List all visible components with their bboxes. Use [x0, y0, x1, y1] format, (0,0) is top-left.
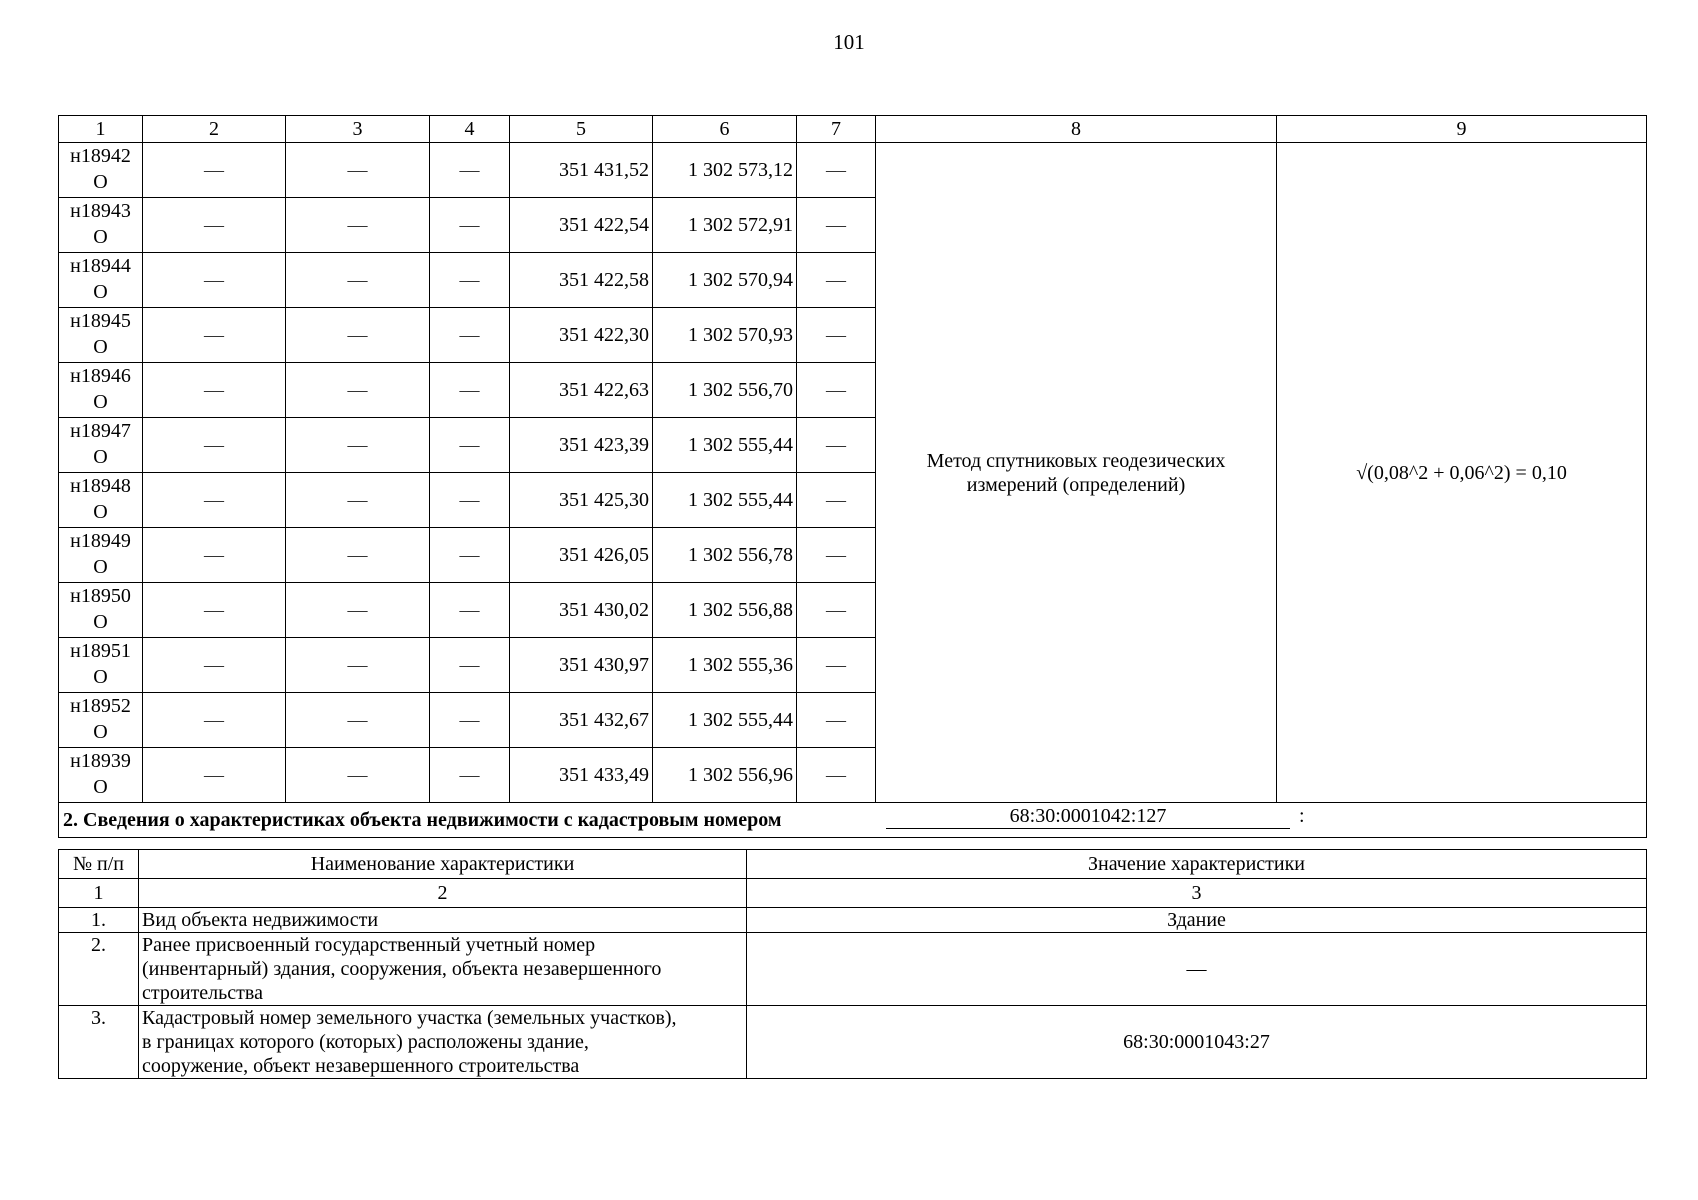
- point-number-cell: [59, 143, 143, 198]
- header-cell: 5: [510, 116, 653, 143]
- characteristic-row: [59, 908, 1647, 933]
- x-coordinate-cell: 351 432,67: [510, 693, 653, 748]
- char-index-cell: 1: [59, 879, 139, 908]
- dash-cell: —: [430, 253, 510, 308]
- header-cell: 4: [430, 116, 510, 143]
- char-header-number: № п/п: [59, 850, 139, 879]
- page-number: 101: [833, 30, 865, 54]
- point-number-line: н18945: [70, 310, 131, 332]
- dash-cell: —: [143, 528, 286, 583]
- dash-cell: —: [430, 638, 510, 693]
- dash-cell: —: [143, 418, 286, 473]
- dash-cell: —: [797, 308, 876, 363]
- characteristic-row: [59, 1006, 1647, 1079]
- y-coordinate-cell: 1 302 555,44: [653, 473, 797, 528]
- char-index-cell: 3: [747, 879, 1647, 908]
- point-number-cell: [59, 528, 143, 583]
- y-coordinate-cell: 1 302 570,93: [653, 308, 797, 363]
- dash-cell: —: [430, 198, 510, 253]
- point-number-line: н18943: [70, 200, 131, 222]
- x-coordinate-cell: 351 422,58: [510, 253, 653, 308]
- cadastral-number: 68:30:0001042:127: [886, 804, 1290, 829]
- dash-cell: —: [430, 473, 510, 528]
- method-line: измерений (определений): [966, 473, 1186, 496]
- method-cell: [876, 143, 1277, 803]
- dash-cell: —: [143, 638, 286, 693]
- point-number-line: н18942: [70, 145, 131, 167]
- point-number-line: О: [93, 336, 108, 358]
- point-number-cell: [59, 693, 143, 748]
- char-header-value: Значение характеристики: [747, 850, 1647, 879]
- name-line: в границах которого (которых) расположены здание,: [142, 1031, 589, 1053]
- dash-cell: —: [797, 528, 876, 583]
- name-line: (инвентарный) здания, сооружения, объекта незавершенного: [142, 958, 662, 980]
- accuracy-cell: √(0,08^2 + 0,06^2) = 0,10: [1277, 143, 1647, 803]
- point-number-line: О: [93, 446, 108, 468]
- x-coordinate-cell: 351 422,63: [510, 363, 653, 418]
- characteristic-name-cell: [139, 933, 747, 1006]
- row-number-cell: 3.: [59, 1006, 139, 1079]
- dash-cell: —: [143, 693, 286, 748]
- dash-cell: —: [797, 363, 876, 418]
- dash-cell: —: [286, 528, 430, 583]
- dash-cell: —: [797, 143, 876, 198]
- dash-cell: —: [143, 363, 286, 418]
- point-number-line: О: [93, 611, 108, 633]
- x-coordinate-cell: 351 425,30: [510, 473, 653, 528]
- dash-cell: —: [797, 748, 876, 803]
- point-number-cell: [59, 363, 143, 418]
- section-title-text: 2. Сведения о характеристиках объекта недвижимости с кадастровым номером: [63, 809, 782, 831]
- x-coordinate-cell: 351 422,54: [510, 198, 653, 253]
- dash-cell: —: [430, 693, 510, 748]
- dash-cell: —: [797, 693, 876, 748]
- point-number-line: О: [93, 281, 108, 303]
- dash-cell: —: [143, 198, 286, 253]
- dash-cell: —: [430, 748, 510, 803]
- point-number-line: н18952: [70, 695, 131, 717]
- dash-cell: —: [430, 418, 510, 473]
- dash-cell: —: [143, 473, 286, 528]
- point-number-line: н18951: [70, 640, 131, 662]
- point-number-line: н18948: [70, 475, 131, 497]
- y-coordinate-cell: 1 302 555,44: [653, 693, 797, 748]
- header-cell: 7: [797, 116, 876, 143]
- point-number-line: О: [93, 171, 108, 193]
- char-header-name: Наименование характеристики: [139, 850, 747, 879]
- characteristic-name-cell: [139, 908, 747, 933]
- point-number-cell: [59, 473, 143, 528]
- header-row: [59, 116, 1647, 143]
- dash-cell: —: [430, 583, 510, 638]
- dash-cell: —: [797, 473, 876, 528]
- name-line: Вид объекта недвижимости: [142, 909, 379, 931]
- dash-cell: —: [143, 143, 286, 198]
- point-number-line: О: [93, 501, 108, 523]
- row-number-cell: 1.: [59, 908, 139, 933]
- x-coordinate-cell: 351 426,05: [510, 528, 653, 583]
- x-coordinate-cell: 351 430,02: [510, 583, 653, 638]
- characteristics-table: [58, 849, 1647, 1079]
- point-number-line: О: [93, 666, 108, 688]
- dash-cell: —: [797, 418, 876, 473]
- dash-cell: —: [143, 253, 286, 308]
- y-coordinate-cell: 1 302 555,36: [653, 638, 797, 693]
- point-number-line: н18939: [70, 750, 131, 772]
- x-coordinate-cell: 351 422,30: [510, 308, 653, 363]
- dash-cell: —: [286, 638, 430, 693]
- point-number-line: н18946: [70, 365, 131, 387]
- x-coordinate-cell: 351 431,52: [510, 143, 653, 198]
- dash-cell: —: [797, 198, 876, 253]
- method-line: Метод спутниковых геодезических: [926, 449, 1226, 472]
- y-coordinate-cell: 1 302 572,91: [653, 198, 797, 253]
- header-cell: 3: [286, 116, 430, 143]
- point-number-line: О: [93, 226, 108, 248]
- point-number-line: н18947: [70, 420, 131, 442]
- dash-cell: —: [430, 308, 510, 363]
- characteristic-value-cell: —: [747, 933, 1647, 1006]
- coordinates-table: [58, 115, 1647, 838]
- dash-cell: —: [430, 143, 510, 198]
- section-title-row: [59, 803, 1647, 838]
- point-number-line: О: [93, 721, 108, 743]
- dash-cell: —: [797, 583, 876, 638]
- dash-cell: —: [286, 198, 430, 253]
- characteristic-row: [59, 933, 1647, 1006]
- point-number-cell: [59, 418, 143, 473]
- point-number-cell: [59, 583, 143, 638]
- characteristic-value-cell: Здание: [747, 908, 1647, 933]
- dash-cell: —: [143, 748, 286, 803]
- y-coordinate-cell: 1 302 555,44: [653, 418, 797, 473]
- name-line: Кадастровый номер земельного участка (земельных участков),: [142, 1007, 677, 1029]
- y-coordinate-cell: 1 302 556,96: [653, 748, 797, 803]
- dash-cell: —: [286, 363, 430, 418]
- characteristic-name-cell: [139, 1006, 747, 1079]
- y-coordinate-cell: 1 302 570,94: [653, 253, 797, 308]
- point-number-line: О: [93, 391, 108, 413]
- characteristic-value-cell: 68:30:0001043:27: [747, 1006, 1647, 1079]
- y-coordinate-cell: 1 302 573,12: [653, 143, 797, 198]
- header-cell: 9: [1277, 116, 1647, 143]
- dash-cell: —: [430, 528, 510, 583]
- row-number-cell: 2.: [59, 933, 139, 1006]
- point-number-line: н18944: [70, 255, 131, 277]
- name-line: строительства: [142, 982, 263, 1004]
- dash-cell: —: [286, 308, 430, 363]
- x-coordinate-cell: 351 423,39: [510, 418, 653, 473]
- dash-cell: —: [143, 308, 286, 363]
- dash-cell: —: [286, 473, 430, 528]
- point-number-cell: [59, 308, 143, 363]
- dash-cell: —: [286, 418, 430, 473]
- point-number-line: н18950: [70, 585, 131, 607]
- point-number-line: О: [93, 556, 108, 578]
- char-index-cell: 2: [139, 879, 747, 908]
- dash-cell: —: [286, 693, 430, 748]
- y-coordinate-cell: 1 302 556,88: [653, 583, 797, 638]
- point-number-cell: [59, 638, 143, 693]
- dash-cell: —: [286, 583, 430, 638]
- header-cell: 6: [653, 116, 797, 143]
- x-coordinate-cell: 351 430,97: [510, 638, 653, 693]
- header-cell: 2: [143, 116, 286, 143]
- dash-cell: —: [143, 583, 286, 638]
- dash-cell: —: [286, 143, 430, 198]
- name-line: сооружение, объект незавершенного строительства: [142, 1055, 580, 1077]
- dash-cell: —: [286, 748, 430, 803]
- char-index-row: [59, 879, 1647, 908]
- title-colon: :: [1299, 805, 1305, 827]
- dash-cell: —: [797, 638, 876, 693]
- point-number-line: О: [93, 776, 108, 798]
- point-number-line: н18949: [70, 530, 131, 552]
- header-cell: 8: [876, 116, 1277, 143]
- section-title-cell: [59, 803, 1647, 838]
- y-coordinate-cell: 1 302 556,78: [653, 528, 797, 583]
- char-header-row: [59, 850, 1647, 879]
- x-coordinate-cell: 351 433,49: [510, 748, 653, 803]
- table-row: [59, 143, 1647, 198]
- point-number-cell: [59, 198, 143, 253]
- name-line: Ранее присвоенный государственный учетный номер: [142, 934, 596, 956]
- dash-cell: —: [286, 253, 430, 308]
- point-number-cell: [59, 748, 143, 803]
- y-coordinate-cell: 1 302 556,70: [653, 363, 797, 418]
- point-number-cell: [59, 253, 143, 308]
- header-cell: 1: [59, 116, 143, 143]
- dash-cell: —: [430, 363, 510, 418]
- dash-cell: —: [797, 253, 876, 308]
